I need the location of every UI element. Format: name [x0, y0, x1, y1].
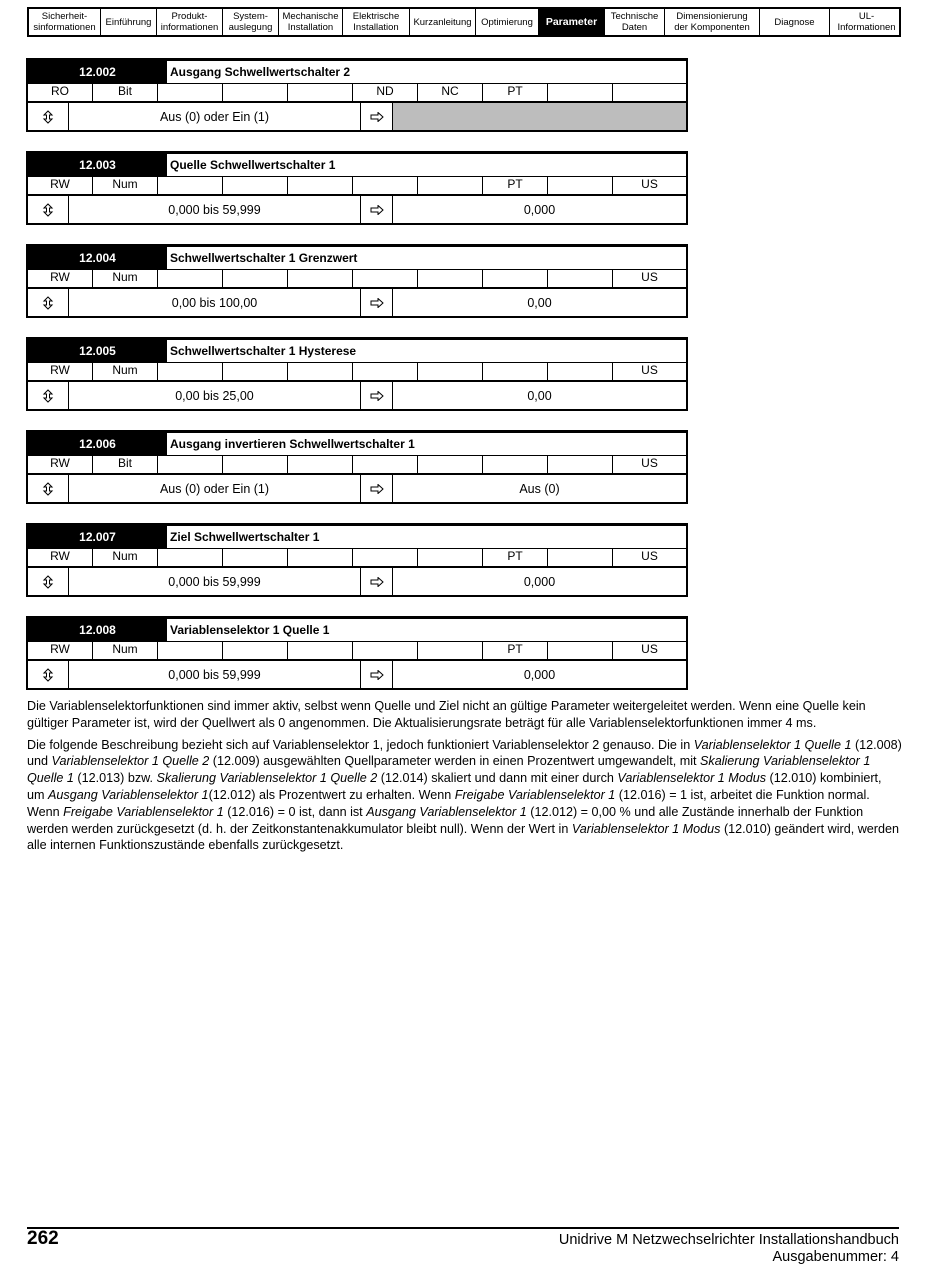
parameter-name: Quelle Schwellwertschalter 1: [167, 153, 686, 176]
parameter-reference: Freigabe Variablenselektor 1: [454, 787, 616, 802]
text-segment: (12.016) = 0 ist, dann ist: [223, 804, 367, 819]
parameter-number: 12.002: [28, 60, 167, 83]
parameter-reference: Variablenselektor 1 Quelle 2: [51, 754, 210, 769]
attribute-cell: PT: [483, 177, 548, 194]
attribute-cell: Bit: [93, 456, 158, 473]
attribute-cell: [548, 270, 613, 287]
attribute-cell: [223, 84, 288, 101]
text-segment: (12.010) geändert wird, werden alle internen Funktionszustände ebenfalls zurückgesetzt.: [27, 821, 899, 853]
text-segment: (12.016) = 1 ist, arbeitet die Funktion normal. Wenn: [27, 787, 870, 819]
nav-tab-12[interactable]: UL- Informationen: [837, 11, 896, 33]
attribute-cell: [353, 363, 418, 380]
range-updown-icon: [28, 103, 69, 130]
parameter-header: [26, 244, 688, 269]
parameter-header: [26, 430, 688, 455]
attribute-cell: [353, 642, 418, 659]
parameter-name: Ausgang invertieren Schwellwertschalter 1: [167, 432, 686, 455]
attribute-cell: [548, 177, 613, 194]
attribute-cell: [158, 456, 223, 473]
parameter-number: 12.004: [28, 246, 167, 269]
parameter-number: 12.006: [28, 432, 167, 455]
parameter-header: [26, 58, 688, 83]
attribute-cell: PT: [483, 549, 548, 566]
text-segment: (12.012) als Prozentwert zu erhalten. Wenn: [208, 787, 455, 802]
attribute-cell: ND: [353, 84, 418, 101]
parameter-attributes: [26, 176, 688, 194]
parameter-block: [26, 151, 688, 225]
parameter-number: 12.003: [28, 153, 167, 176]
page-number: 262: [27, 1228, 59, 1249]
parameter-range-row: [26, 194, 688, 225]
parameter-block: [26, 337, 688, 411]
attribute-cell: US: [641, 177, 658, 191]
nav-tab-10[interactable]: Dimensionierung der Komponenten: [665, 9, 760, 35]
parameter-attributes: [26, 83, 688, 101]
arrow-right-icon: [361, 382, 393, 409]
nav-tab-0[interactable]: Sicherheit- sinformationen: [29, 9, 101, 35]
attribute-cell: [223, 270, 288, 287]
text-segment: Die folgende Beschreibung bezieht sich auf Variablenselektor 1, jedoch funktioniert Variablenselektor 2 genauso. Die in: [27, 737, 694, 752]
nav-tab-1[interactable]: Einführung: [101, 9, 157, 35]
parameter-attributes: [26, 641, 688, 659]
attribute-cell: PT: [483, 642, 548, 659]
attribute-cell: [418, 642, 483, 659]
attribute-cell: [288, 177, 353, 194]
parameter-default: 0,00: [527, 388, 552, 403]
arrow-right-icon: [361, 196, 393, 223]
attribute-cell: Num: [93, 642, 158, 659]
attribute-cell: [483, 456, 548, 473]
paragraph-1: Die Variablenselektorfunktionen sind immer aktiv, selbst wenn Quelle und Ziel nicht an gültige Parameter weitergeleitet werden. Wenn eine Quelle kein gültiger Parameter ist, wird der Quellwert als 0 angenommen. Die Aktualisierungsrate beträgt für alle Variablenselektorfunktionen immer 4 ms.: [27, 699, 866, 730]
footer-rule: [27, 1227, 899, 1229]
attribute-cell: [353, 549, 418, 566]
attribute-cell: [548, 456, 613, 473]
attribute-cell: [288, 549, 353, 566]
parameter-default: Aus (0): [519, 481, 560, 496]
attribute-cell: [158, 270, 223, 287]
parameter-block: [26, 523, 688, 597]
description-text: [27, 698, 902, 859]
attribute-cell: Num: [93, 270, 158, 287]
attribute-cell: Num: [93, 177, 158, 194]
paragraph-2: [27, 737, 902, 855]
parameter-name: Schwellwertschalter 1 Hysterese: [167, 339, 686, 362]
parameter-reference: Variablenselektor 1 Quelle 1: [693, 737, 852, 752]
range-updown-icon: [28, 661, 69, 688]
arrow-right-icon: [361, 103, 393, 130]
attribute-cell: [483, 270, 548, 287]
text-segment: (12.014) skaliert und dann mit einer durch: [377, 771, 618, 786]
attribute-cell: Bit: [93, 84, 158, 101]
attribute-cell: Num: [93, 363, 158, 380]
parameter-reference: Freigabe Variablenselektor 1: [63, 804, 224, 819]
attribute-cell: [418, 270, 483, 287]
attribute-cell: [158, 84, 223, 101]
arrow-right-icon: [361, 568, 393, 595]
attribute-cell: [288, 456, 353, 473]
attribute-cell: [353, 270, 418, 287]
manual-title: Unidrive M Netzwechselrichter Installationshandbuch: [558, 1232, 899, 1248]
attribute-cell: [613, 84, 686, 101]
range-updown-icon: [28, 475, 69, 502]
parameter-default: 0,000: [523, 667, 556, 682]
attribute-cell: [158, 549, 223, 566]
parameter-name: Variablenselektor 1 Quelle 1: [167, 618, 686, 641]
attribute-cell: NC: [418, 84, 483, 101]
parameter-attributes: [26, 269, 688, 287]
attribute-cell: [483, 363, 548, 380]
parameter-range-row: [26, 287, 688, 318]
text-segment: (12.012) = 0,00 % und alle Zustände innerhalb der Funktion werden werden zurückgesetzt (d. h. der Zeitkonstantenakkumulator bleibt null). Wenn der Wert in: [27, 804, 864, 836]
attribute-cell: [353, 177, 418, 194]
attribute-cell: [288, 270, 353, 287]
parameter-range: Aus (0) oder Ein (1): [69, 103, 361, 130]
attribute-cell: RW: [28, 363, 93, 380]
attribute-cell: US: [641, 363, 658, 377]
attribute-cell: [288, 363, 353, 380]
parameter-number: 12.008: [28, 618, 167, 641]
attribute-cell: [223, 456, 288, 473]
attribute-cell: [223, 177, 288, 194]
attribute-cell: US: [641, 270, 658, 284]
attribute-cell: [418, 549, 483, 566]
range-updown-icon: [28, 568, 69, 595]
attribute-cell: [418, 456, 483, 473]
parameter-header: [26, 616, 688, 641]
attribute-cell: RW: [28, 456, 93, 473]
attribute-cell: [223, 642, 288, 659]
attribute-cell: [158, 177, 223, 194]
attribute-cell: [418, 363, 483, 380]
nav-tab-11[interactable]: Diagnose: [760, 9, 830, 35]
range-updown-icon: [28, 289, 69, 316]
text-segment: (12.008) und: [27, 737, 902, 769]
parameter-block: [26, 244, 688, 318]
attribute-cell: [548, 642, 613, 659]
attribute-cell: [223, 363, 288, 380]
parameter-name: Schwellwertschalter 1 Grenzwert: [167, 246, 686, 269]
parameter-reference: Ausgang Variablenselektor 1: [366, 804, 527, 819]
parameter-range: 0,00 bis 25,00: [69, 382, 361, 409]
parameter-default: 0,00: [527, 295, 552, 310]
attribute-cell: RO: [28, 84, 93, 101]
parameter-default: 0,000: [523, 574, 556, 589]
text-segment: (12.013) bzw.: [73, 771, 157, 786]
nav-tab-2[interactable]: Produkt- informationen: [157, 9, 223, 35]
text-segment: (12.009) ausgewählten Quellparameter werden in einen Prozentwert umgewandelt, mit: [209, 754, 700, 769]
arrow-right-icon: [361, 661, 393, 688]
range-updown-icon: [28, 382, 69, 409]
parameter-range-row: [26, 659, 688, 690]
parameter-reference: Ausgang Variablenselektor 1: [48, 787, 209, 802]
parameter-range-row: [26, 101, 688, 132]
attribute-cell: US: [641, 549, 658, 563]
parameter-header: [26, 337, 688, 362]
parameter-range: Aus (0) oder Ein (1): [69, 475, 361, 502]
attribute-cell: [548, 363, 613, 380]
attribute-cell: RW: [28, 270, 93, 287]
range-updown-icon: [28, 196, 69, 223]
nav-tab-8[interactable]: Parameter: [539, 9, 605, 35]
attribute-cell: Num: [93, 549, 158, 566]
parameter-block: [26, 616, 688, 690]
parameter-default: [393, 103, 686, 130]
attribute-cell: [158, 642, 223, 659]
attribute-cell: [288, 642, 353, 659]
parameter-range-row: [26, 473, 688, 504]
nav-tab-9[interactable]: Technische Daten: [605, 9, 665, 35]
parameter-range-row: [26, 380, 688, 411]
attribute-cell: RW: [28, 177, 93, 194]
parameter-number: 12.007: [28, 525, 167, 548]
chapter-nav: [27, 7, 901, 37]
parameter-default: 0,000: [523, 202, 556, 217]
parameter-number: 12.005: [28, 339, 167, 362]
parameter-range: 0,000 bis 59,999: [69, 661, 361, 688]
parameter-range-row: [26, 566, 688, 597]
parameter-header: [26, 151, 688, 176]
parameter-name: Ausgang Schwellwertschalter 2: [167, 60, 686, 83]
nav-tab-3[interactable]: System- auslegung: [223, 9, 279, 35]
footer-title-block: [559, 1232, 899, 1266]
parameter-attributes: [26, 548, 688, 566]
parameter-reference: Skalierung Variablenselektor 1 Quelle 2: [156, 771, 378, 786]
parameter-name: Ziel Schwellwertschalter 1: [167, 525, 686, 548]
attribute-cell: RW: [28, 642, 93, 659]
attribute-cell: [288, 84, 353, 101]
attribute-cell: [353, 456, 418, 473]
parameter-range: 0,000 bis 59,999: [69, 196, 361, 223]
nav-tab-6[interactable]: Kurzanleitung: [410, 9, 476, 35]
parameter-range: 0,00 bis 100,00: [69, 289, 361, 316]
parameter-attributes: [26, 362, 688, 380]
parameter-block: [26, 58, 688, 132]
attribute-cell: RW: [28, 549, 93, 566]
attribute-cell: [158, 363, 223, 380]
parameter-reference: Variablenselektor 1 Modus: [617, 771, 767, 786]
parameter-attributes: [26, 455, 688, 473]
parameter-reference: Variablenselektor 1 Modus: [571, 821, 721, 836]
attribute-cell: [223, 549, 288, 566]
attribute-cell: US: [641, 642, 658, 656]
parameter-range: 0,000 bis 59,999: [69, 568, 361, 595]
text-segment: (12.010) kombiniert, um: [27, 771, 882, 802]
attribute-cell: PT: [483, 84, 548, 101]
attribute-cell: [548, 549, 613, 566]
attribute-cell: [548, 84, 613, 101]
parameter-block: [26, 430, 688, 504]
arrow-right-icon: [361, 475, 393, 502]
parameter-header: [26, 523, 688, 548]
nav-tab-7[interactable]: Optimierung: [476, 9, 539, 35]
nav-tab-4[interactable]: Mechanische Installation: [279, 9, 343, 35]
attribute-cell: [418, 177, 483, 194]
parameter-reference: Skalierung Variablenselektor 1 Quelle 1: [27, 754, 871, 786]
nav-tab-5[interactable]: Elektrische Installation: [343, 9, 410, 35]
issue-number: Ausgabenummer: 4: [772, 1249, 899, 1265]
arrow-right-icon: [361, 289, 393, 316]
attribute-cell: US: [641, 456, 658, 470]
